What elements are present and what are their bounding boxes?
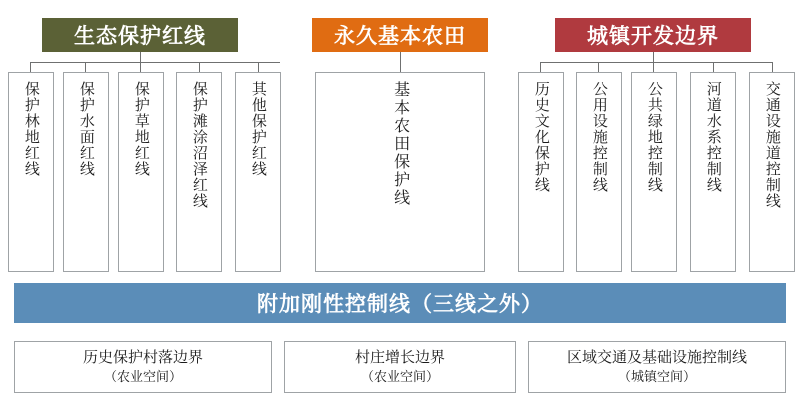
group-header-ecological-label: 生态保护红线 bbox=[74, 25, 206, 48]
banner-additional-control-lines bbox=[14, 283, 786, 323]
card-urban-5-label: 交通设施道控制线 bbox=[763, 81, 781, 209]
card-ecological-1-label: 保护林地红线 bbox=[22, 81, 40, 177]
connector-urban-drop-1 bbox=[540, 62, 541, 72]
bottom-box-1-subtitle: （农业空间） bbox=[103, 369, 182, 385]
card-urban-5[interactable] bbox=[749, 72, 795, 272]
card-urban-2-label: 公用设施控制线 bbox=[590, 81, 608, 193]
card-ecological-1[interactable] bbox=[8, 72, 54, 272]
card-urban-2[interactable] bbox=[576, 72, 622, 272]
banner-label: 附加刚性控制线（三线之外） bbox=[257, 293, 543, 316]
connector-urban-drop-5 bbox=[772, 62, 773, 72]
bottom-box-3-title: 区域交通及基础设施控制线 bbox=[566, 349, 747, 367]
group-header-ecological bbox=[42, 18, 238, 52]
card-urban-1[interactable] bbox=[518, 72, 564, 272]
group-header-farmland-label: 永久基本农田 bbox=[334, 25, 466, 48]
group-header-urban-label: 城镇开发边界 bbox=[587, 25, 719, 48]
connector-ecological-drop-3 bbox=[140, 62, 141, 72]
connector-ecological-stem bbox=[140, 52, 141, 62]
connector-urban-bus bbox=[540, 62, 773, 63]
connector-urban-drop-3 bbox=[653, 62, 654, 72]
bottom-box-2-subtitle: （农业空间） bbox=[360, 369, 439, 385]
connector-ecological-bus bbox=[30, 62, 280, 63]
bottom-box-2[interactable] bbox=[284, 341, 516, 393]
card-urban-3-label: 公共绿地控制线 bbox=[645, 81, 663, 193]
bottom-box-1[interactable] bbox=[14, 341, 272, 393]
card-urban-4-label: 河道水系控制线 bbox=[704, 81, 722, 193]
card-ecological-2[interactable] bbox=[63, 72, 109, 272]
connector-ecological-drop-2 bbox=[85, 62, 86, 72]
card-ecological-4-label: 保护滩涂沼泽红线 bbox=[190, 81, 208, 209]
bottom-box-3-subtitle: （城镇空间） bbox=[617, 369, 696, 385]
card-urban-3[interactable] bbox=[631, 72, 677, 272]
bottom-box-2-title: 村庄增长边界 bbox=[354, 349, 445, 367]
card-ecological-5-label: 其他保护红线 bbox=[249, 81, 267, 177]
bottom-box-1-title: 历史保护村落边界 bbox=[82, 349, 203, 367]
card-farmland-1[interactable] bbox=[315, 72, 485, 272]
card-ecological-3[interactable] bbox=[118, 72, 164, 272]
card-urban-4[interactable] bbox=[690, 72, 736, 272]
group-header-farmland bbox=[312, 18, 488, 52]
card-ecological-5[interactable] bbox=[235, 72, 281, 272]
card-urban-1-label: 历史文化保护线 bbox=[532, 81, 550, 193]
group-header-urban bbox=[555, 18, 751, 52]
card-ecological-3-label: 保护草地红线 bbox=[132, 81, 150, 177]
connector-urban-drop-2 bbox=[598, 62, 599, 72]
connector-ecological-drop-5 bbox=[258, 62, 259, 72]
connector-urban-drop-4 bbox=[713, 62, 714, 72]
connector-ecological-drop-1 bbox=[30, 62, 31, 72]
card-ecological-4[interactable] bbox=[176, 72, 222, 272]
connector-farmland-stem bbox=[400, 52, 401, 72]
connector-urban-stem bbox=[653, 52, 654, 62]
card-farmland-1-label: 基本农田保护线 bbox=[391, 81, 409, 207]
bottom-box-3[interactable] bbox=[528, 341, 786, 393]
connector-ecological-drop-4 bbox=[199, 62, 200, 72]
card-ecological-2-label: 保护水面红线 bbox=[77, 81, 95, 177]
